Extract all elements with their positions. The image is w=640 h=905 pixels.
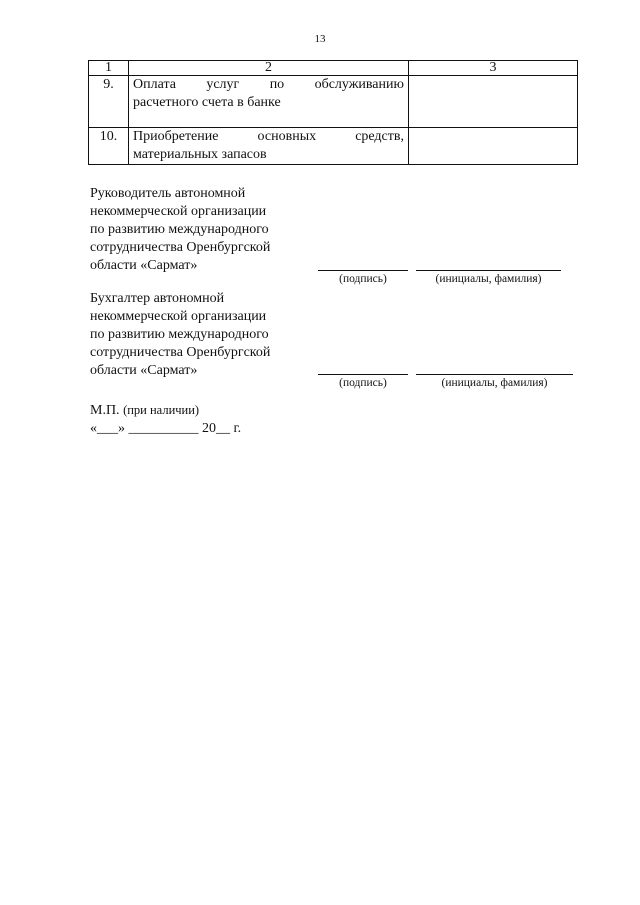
column-header: 2	[129, 61, 409, 76]
role-line: Руководитель автономной	[90, 186, 246, 201]
description-word: по	[269, 77, 285, 92]
table-row	[89, 76, 578, 128]
row-number: 9.	[89, 76, 129, 128]
stamp-line	[90, 401, 350, 420]
description-line	[133, 128, 404, 146]
description-word: Приобретение	[133, 129, 219, 144]
column-header: 1	[89, 61, 129, 76]
report-table	[88, 60, 578, 165]
date-line: «___» __________ 20__ г.	[90, 421, 242, 436]
description-word: Оплата	[133, 77, 176, 92]
page-number: 13	[314, 33, 326, 45]
accountant-signature-line	[318, 374, 408, 375]
role-line: области «Сармат»	[90, 258, 198, 273]
description-word: средств,	[355, 129, 404, 144]
director-name-line	[416, 270, 561, 271]
director-signature-line	[318, 270, 408, 271]
director-signature-caption: (подпись)	[339, 273, 387, 285]
role-line: по развитию международного	[90, 222, 269, 237]
role-line: некоммерческой организации	[90, 204, 267, 219]
accountant-role-text	[90, 290, 320, 380]
stamp-block	[90, 401, 350, 438]
role-line: области «Сармат»	[90, 363, 198, 378]
row-value-cell	[409, 76, 578, 128]
row-number: 10.	[89, 128, 129, 165]
column-header: 3	[409, 61, 578, 76]
accountant-signature-caption: (подпись)	[339, 377, 387, 389]
table-row	[89, 128, 578, 165]
row-value-cell	[409, 128, 578, 165]
description-word: обслуживанию	[314, 77, 404, 92]
stamp-label: М.П.	[90, 403, 120, 418]
description-line	[133, 76, 404, 94]
role-line: Бухгалтер автономной	[90, 291, 225, 306]
director-role-text	[90, 185, 320, 275]
description-word: основных	[257, 129, 317, 144]
description-line: расчетного счета в банке	[133, 95, 281, 110]
accountant-name-line	[416, 374, 573, 375]
role-line: сотрудничества Оренбургской	[90, 345, 271, 360]
row-description	[129, 128, 409, 165]
accountant-name-caption: (инициалы, фамилия)	[441, 377, 548, 389]
description-line: материальных запасов	[133, 147, 267, 162]
description-word: услуг	[206, 77, 240, 92]
table-header-row	[89, 61, 578, 76]
role-line: некоммерческой организации	[90, 309, 267, 324]
role-line: по развитию международного	[90, 327, 269, 342]
stamp-note: (при наличии)	[123, 403, 200, 417]
director-name-caption: (инициалы, фамилия)	[435, 273, 542, 285]
role-line: сотрудничества Оренбургской	[90, 240, 271, 255]
row-description	[129, 76, 409, 128]
